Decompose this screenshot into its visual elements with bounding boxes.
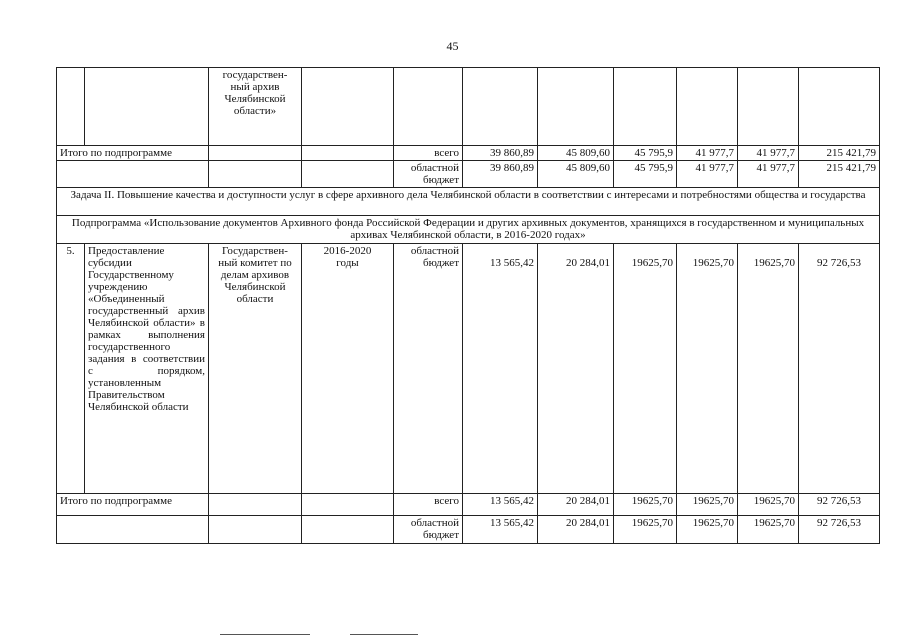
cell-value [677,68,738,146]
cell-value: 39 860,89 [463,161,538,188]
cell-value: 19625,70 [614,516,677,544]
cell-period [302,494,394,516]
cell-source: всего [394,494,463,516]
page-number: 45 [446,39,459,53]
cell-value: 19625,70 [677,244,738,494]
cell-executor: государствен- ный архив Челябинской области» [209,68,302,146]
total-row [57,494,880,516]
cell-value: 41 977,7 [738,161,799,188]
cell-executor: Государствен- ный комитет по делам архивов Челябинской области [209,244,302,494]
cell-source: всего [394,146,463,161]
cell-period [302,68,394,146]
cell-source: областной бюджет [394,516,463,544]
total-label: Итого по подпрограмме [57,146,209,161]
total-row [57,146,880,161]
cell-value: 45 809,60 [538,161,614,188]
cell-value: 19625,70 [677,516,738,544]
cell-value: 19625,70 [738,494,799,516]
cell-description [85,68,209,146]
cell-value: 92 726,53 [799,244,880,494]
continuation-row [57,68,880,146]
cell-value: 19625,70 [614,494,677,516]
cell-num: 5. [57,244,85,494]
cell-value: 41 977,7 [677,161,738,188]
item-row [57,244,880,494]
cell-period [302,516,394,544]
cell-num [57,68,85,146]
cell-value: 19625,70 [677,494,738,516]
total-row [57,516,880,544]
cell-value: 45 795,9 [614,161,677,188]
cell-period [302,161,394,188]
cell-value: 45 795,9 [614,146,677,161]
cell-source [394,68,463,146]
subprogram-row [57,216,880,244]
task-row [57,188,880,216]
cell-value [538,68,614,146]
cell-value: 19625,70 [738,244,799,494]
cell-executor [209,161,302,188]
cell-value: 19625,70 [738,516,799,544]
cell-period: 2016-2020 годы [302,244,394,494]
cell-value: 39 860,89 [463,146,538,161]
cell-value: 92 726,53 [799,494,880,516]
cell-value: 215 421,79 [799,146,880,161]
cell-value: 20 284,01 [538,494,614,516]
cell-value: 19625,70 [614,244,677,494]
total-label-empty [57,516,209,544]
cell-executor [209,516,302,544]
cell-description: Предоставление субсидии Государственному учреждению «Объединенный государственный архив Челябинской области» в рамках выполнения государственного задания в соответствии с порядком, установленным Правительством Челябинской области [85,244,209,494]
cell-source: областной бюджет [394,161,463,188]
budget-table [56,67,880,544]
cell-value: 45 809,60 [538,146,614,161]
cell-value: 13 565,42 [463,494,538,516]
cell-period [302,146,394,161]
cell-value: 20 284,01 [538,244,614,494]
cell-value: 41 977,7 [677,146,738,161]
cell-value [463,68,538,146]
footer-rule [220,634,420,636]
task-heading: Задача II. Повышение качества и доступности услуг в сфере архивного дела Челябинской области в соответствии с интересами и потребностями общества и государства [57,188,880,216]
cell-executor [209,146,302,161]
total-label-empty [57,161,209,188]
cell-value [799,68,880,146]
cell-value: 13 565,42 [463,516,538,544]
cell-value [614,68,677,146]
cell-value: 215 421,79 [799,161,880,188]
cell-value [738,68,799,146]
cell-value: 20 284,01 [538,516,614,544]
cell-value: 13 565,42 [463,244,538,494]
cell-executor [209,494,302,516]
cell-source: областной бюджет [394,244,463,494]
cell-value: 41 977,7 [738,146,799,161]
total-row [57,161,880,188]
total-label: Итого по подпрограмме [57,494,209,516]
cell-value: 92 726,53 [799,516,880,544]
subprogram-heading: Подпрограмма «Использование документов Архивного фонда Российской Федерации и других архивных документов, хранящихся в государственном и муниципальных архивах Челябинской области, в 2016-2020 годах» [57,216,880,244]
